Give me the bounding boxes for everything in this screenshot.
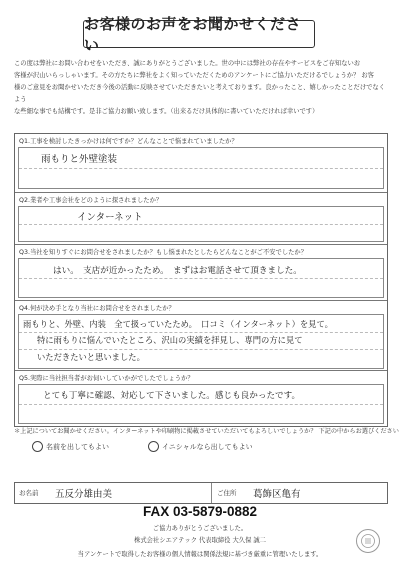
privacy-notice: 当アンケートで取得したお客様の個人情報は関係法規に基づき厳重に管理いたします。: [77, 551, 323, 558]
question-5-label: Q5.実際に当社担当者がお伺いしていかがでしたでしょうか？: [19, 375, 194, 382]
consent-option-2-label: イニシャルなら出してもよい: [162, 443, 253, 451]
address-label: ご住所: [217, 489, 237, 497]
answer-4-box: [18, 314, 384, 369]
question-5: [15, 370, 387, 427]
questionnaire-table: [14, 133, 388, 427]
answer-4-line-2: 特に雨もりに悩んでいたところ、沢山の実績を拝見し、専門の方に見て: [37, 335, 303, 345]
answer-1-box: [18, 147, 384, 189]
name-label: お名前: [19, 489, 39, 497]
answer-3-box: [18, 258, 384, 298]
answer-5-text: とても丁寧に確認、対応して下さいました。感じも良かったです。: [43, 391, 301, 401]
answer-3-text: はい。 支店が近かったため。 まずはお電話させて頂きました。: [53, 266, 302, 276]
answer-1-text: 雨もりと外壁塗装: [41, 154, 118, 165]
answer-5-box: [18, 384, 384, 424]
consent-question: ＊上記についてお聞かせください。インターネットや印刷物に掲載させていただいてもよろしいでしょうか？ 下記の中からお選びください: [14, 428, 399, 435]
name-value[interactable]: 五反分雄由美: [55, 489, 113, 500]
intro-line: 客様が沢山いらっしゃいます。その方たちに弊社をよく知っていただくためのアンケートにご協力いただけるでしょうか？ お客: [14, 72, 374, 79]
thanks-text: ご協力ありがとうございました。: [152, 525, 248, 532]
question-2: [15, 192, 387, 245]
answer-4-line-3: いただきたいと思いました。: [37, 352, 145, 362]
company-seal-icon: [356, 529, 380, 553]
question-1-label: Q1.工事を検討したきっかけは何ですか？どんなことで悩まれていましたか？: [19, 138, 238, 145]
fax-number: FAX 03-5879-0882: [142, 504, 258, 519]
answer-2-text: インターネット: [77, 212, 143, 223]
consent-option-2-radio[interactable]: [148, 441, 159, 452]
question-1: [15, 134, 387, 192]
intro-line: な些細な事でも結構です。是非ご協力お願い致します。（出来るだけ具体的に書いていただければ幸いです）: [14, 108, 319, 115]
intro-line: 様のご意見をお聞かせいただき今後の活動に反映させていただきたいと考えております。良かったこと、嬉しかったことだけでなくよう: [14, 84, 386, 103]
intro-paragraph: [14, 58, 386, 118]
answer-4-line-1: 雨もりと、外壁、内装 全て扱っていたため。 口コミ（インターネット）を見て。: [23, 319, 333, 329]
company-signature: 株式会社シエアテック 代表取締役 大久保 誠二: [134, 537, 266, 544]
intro-line: この度は弊社にお問い合わせをいただき、誠にありがとうございました。世の中には弊社の存在やサービスをご存知ないお: [14, 60, 361, 67]
question-3: [15, 244, 387, 301]
address-value[interactable]: 葛飾区亀有: [253, 489, 301, 500]
page-title: [83, 15, 315, 54]
question-4-label: Q4.何が決め手となり当社にお問合せをされましたか？: [19, 305, 175, 312]
question-2-label: Q2.業者や工事会社をどのように探されましたか？: [19, 197, 163, 204]
page-title-text: お客様のお声をお聞かせください: [84, 15, 302, 54]
question-3-label: Q3.当社を知りすぐにお問合せをされましたか？もし悩まれたとしたらどんなことがご不安でしたか？: [19, 249, 308, 256]
consent-option-1-radio[interactable]: [32, 441, 43, 452]
answer-2-box: [18, 206, 384, 242]
question-4: [15, 300, 387, 371]
name-address-row: [14, 482, 388, 504]
consent-option-1-label: 名前を出してもよい: [46, 443, 109, 451]
